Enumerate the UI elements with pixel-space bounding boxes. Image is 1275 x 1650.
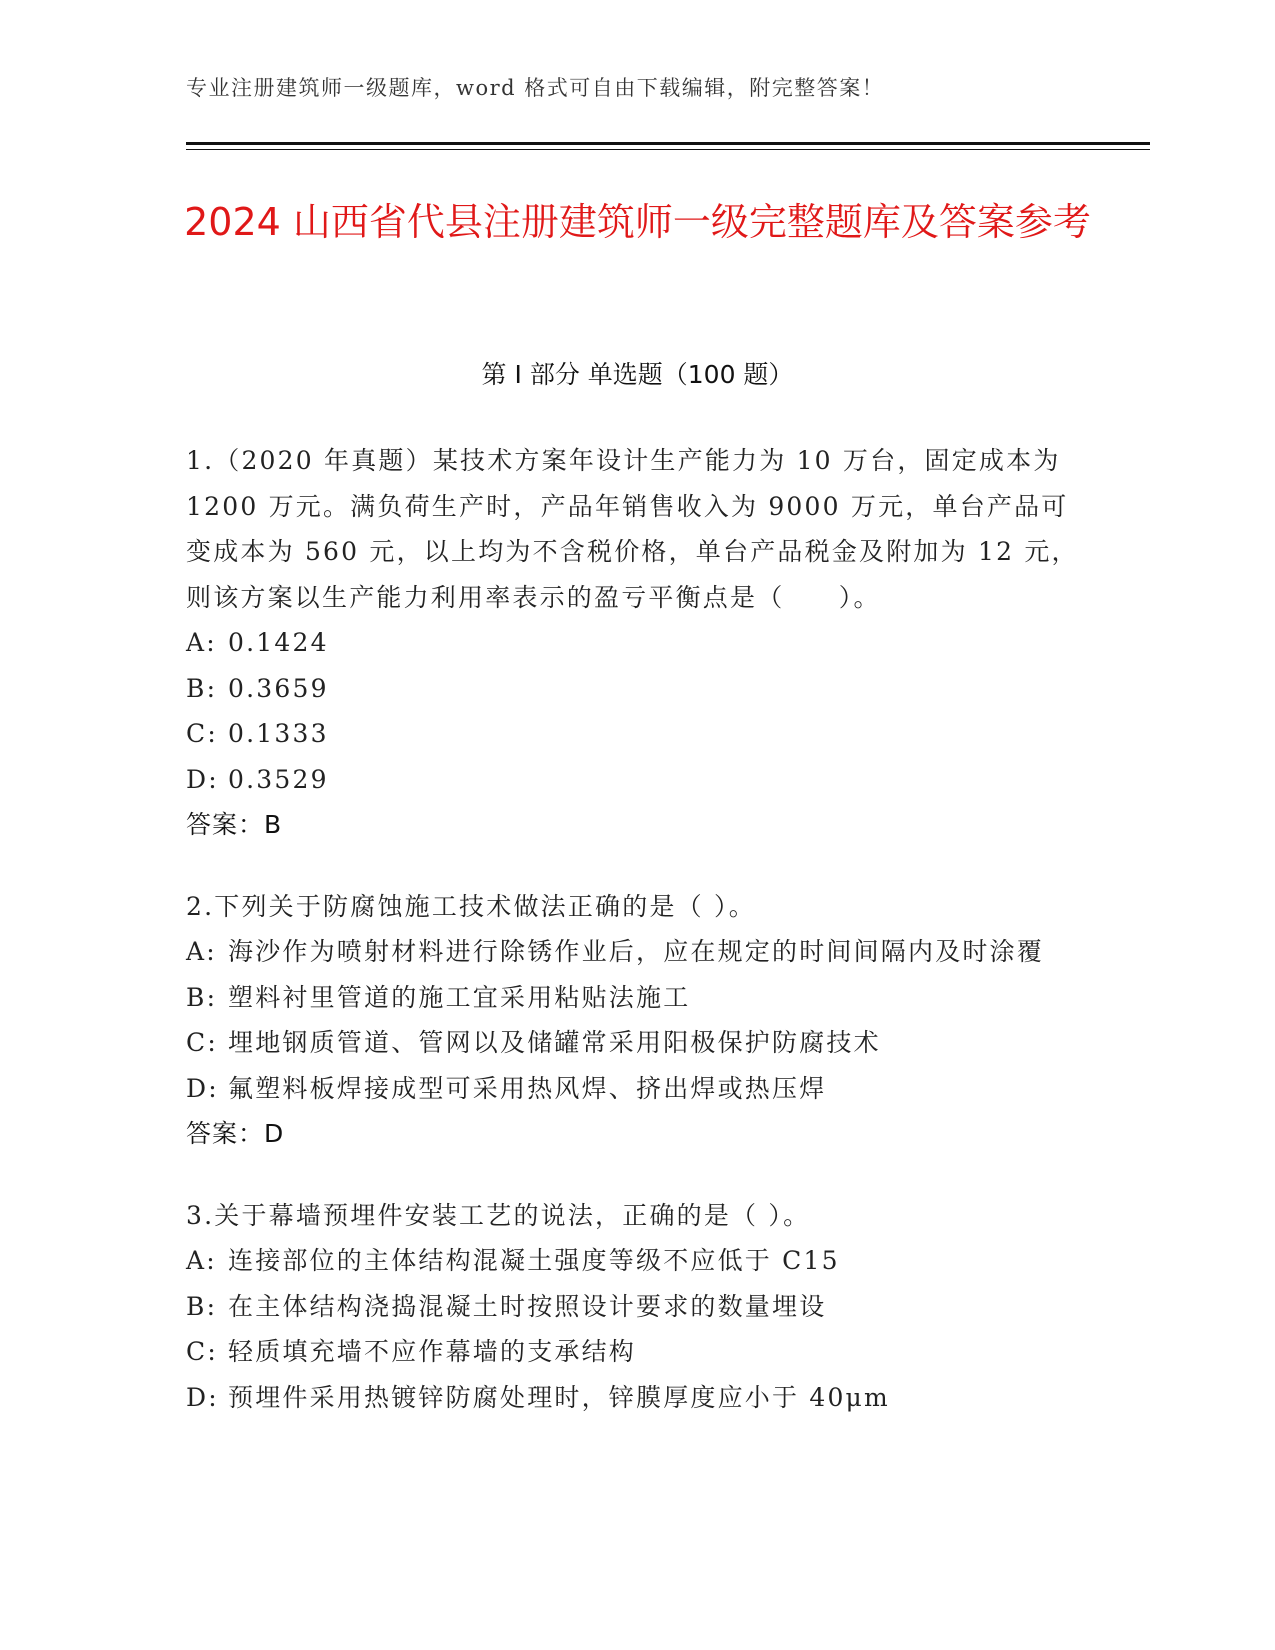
question-stem: 2.下列关于防腐蚀施工技术做法正确的是（ ）。 — [186, 891, 756, 921]
question-list — [186, 438, 1086, 1456]
option-text: 预埋件采用热镀锌防腐处理时，锌膜厚度应小于 40μm — [228, 1382, 890, 1412]
option-a — [186, 929, 1086, 975]
option-text: 在主体结构浇捣混凝土时按照设计要求的数量埋设 — [228, 1291, 827, 1321]
option-a — [186, 620, 1086, 666]
option-key: A: — [186, 1246, 217, 1275]
question-3 — [186, 1193, 1086, 1421]
option-d — [186, 1375, 1086, 1421]
option-c — [186, 1020, 1086, 1066]
document-title: 2024 山西省代县注册建筑师一级完整题库及答案参考 — [184, 200, 1091, 244]
option-text: 0.1333 — [228, 719, 329, 748]
option-d — [186, 757, 1086, 803]
header-rule-thin — [186, 149, 1150, 150]
option-text: 氟塑料板焊接成型可采用热风焊、挤出焊或热压焊 — [228, 1073, 827, 1103]
option-b — [186, 666, 1086, 712]
option-c — [186, 1329, 1086, 1375]
question-stem: 1.（2020 年真题）某技术方案年设计生产能力为 10 万台，固定成本为 1200 万元。满负荷生产时，产品年销售收入为 9000 万元，单台产品可变成本为 560 元，以上均为不含税价格，单台产品税金及附加为 12 元，则该方案以生产能力利用率表示的盈亏平衡点是（ ）。 — [186, 446, 1079, 612]
option-text: 轻质填充墙不应作幕墙的支承结构 — [228, 1337, 637, 1366]
option-key: D: — [186, 1073, 219, 1103]
option-b — [186, 975, 1086, 1021]
option-key: B: — [186, 982, 218, 1012]
header-note: 专业注册建筑师一级题库，word 格式可自由下载编辑，附完整答案！ — [186, 76, 885, 100]
option-text: 海沙作为喷射材料进行除锈作业后，应在规定的时间间隔内及时涂覆 — [228, 937, 1045, 966]
option-key: C: — [186, 719, 218, 748]
section-heading: 第 I 部分 单选题（100 题） — [481, 360, 794, 389]
option-key: C: — [186, 1028, 218, 1057]
option-key: B: — [186, 673, 218, 703]
option-key: C: — [186, 1337, 218, 1366]
question-2 — [186, 884, 1086, 1157]
option-key: A: — [186, 628, 217, 657]
option-text: 0.3659 — [228, 673, 329, 703]
option-text: 埋地钢质管道、管网以及储罐常采用阳极保护防腐技术 — [228, 1028, 881, 1057]
answer-line: 答案：B — [186, 810, 283, 839]
header-rule-thick — [186, 142, 1150, 145]
answer-line: 答案：D — [186, 1119, 285, 1148]
option-c — [186, 711, 1086, 757]
option-key: D: — [186, 1382, 219, 1412]
option-a — [186, 1238, 1086, 1284]
option-text: 0.1424 — [228, 628, 329, 657]
option-key: D: — [186, 764, 219, 794]
option-b — [186, 1284, 1086, 1330]
option-text: 塑料衬里管道的施工宜采用粘贴法施工 — [228, 982, 691, 1012]
option-d — [186, 1066, 1086, 1112]
option-key: B: — [186, 1291, 218, 1321]
option-text: 0.3529 — [228, 764, 329, 794]
option-key: A: — [186, 937, 217, 966]
option-text: 连接部位的主体结构混凝土强度等级不应低于 C15 — [228, 1246, 840, 1275]
question-1 — [186, 438, 1086, 848]
question-stem: 3.关于幕墙预埋件安装工艺的说法，正确的是（ ）。 — [186, 1200, 811, 1230]
